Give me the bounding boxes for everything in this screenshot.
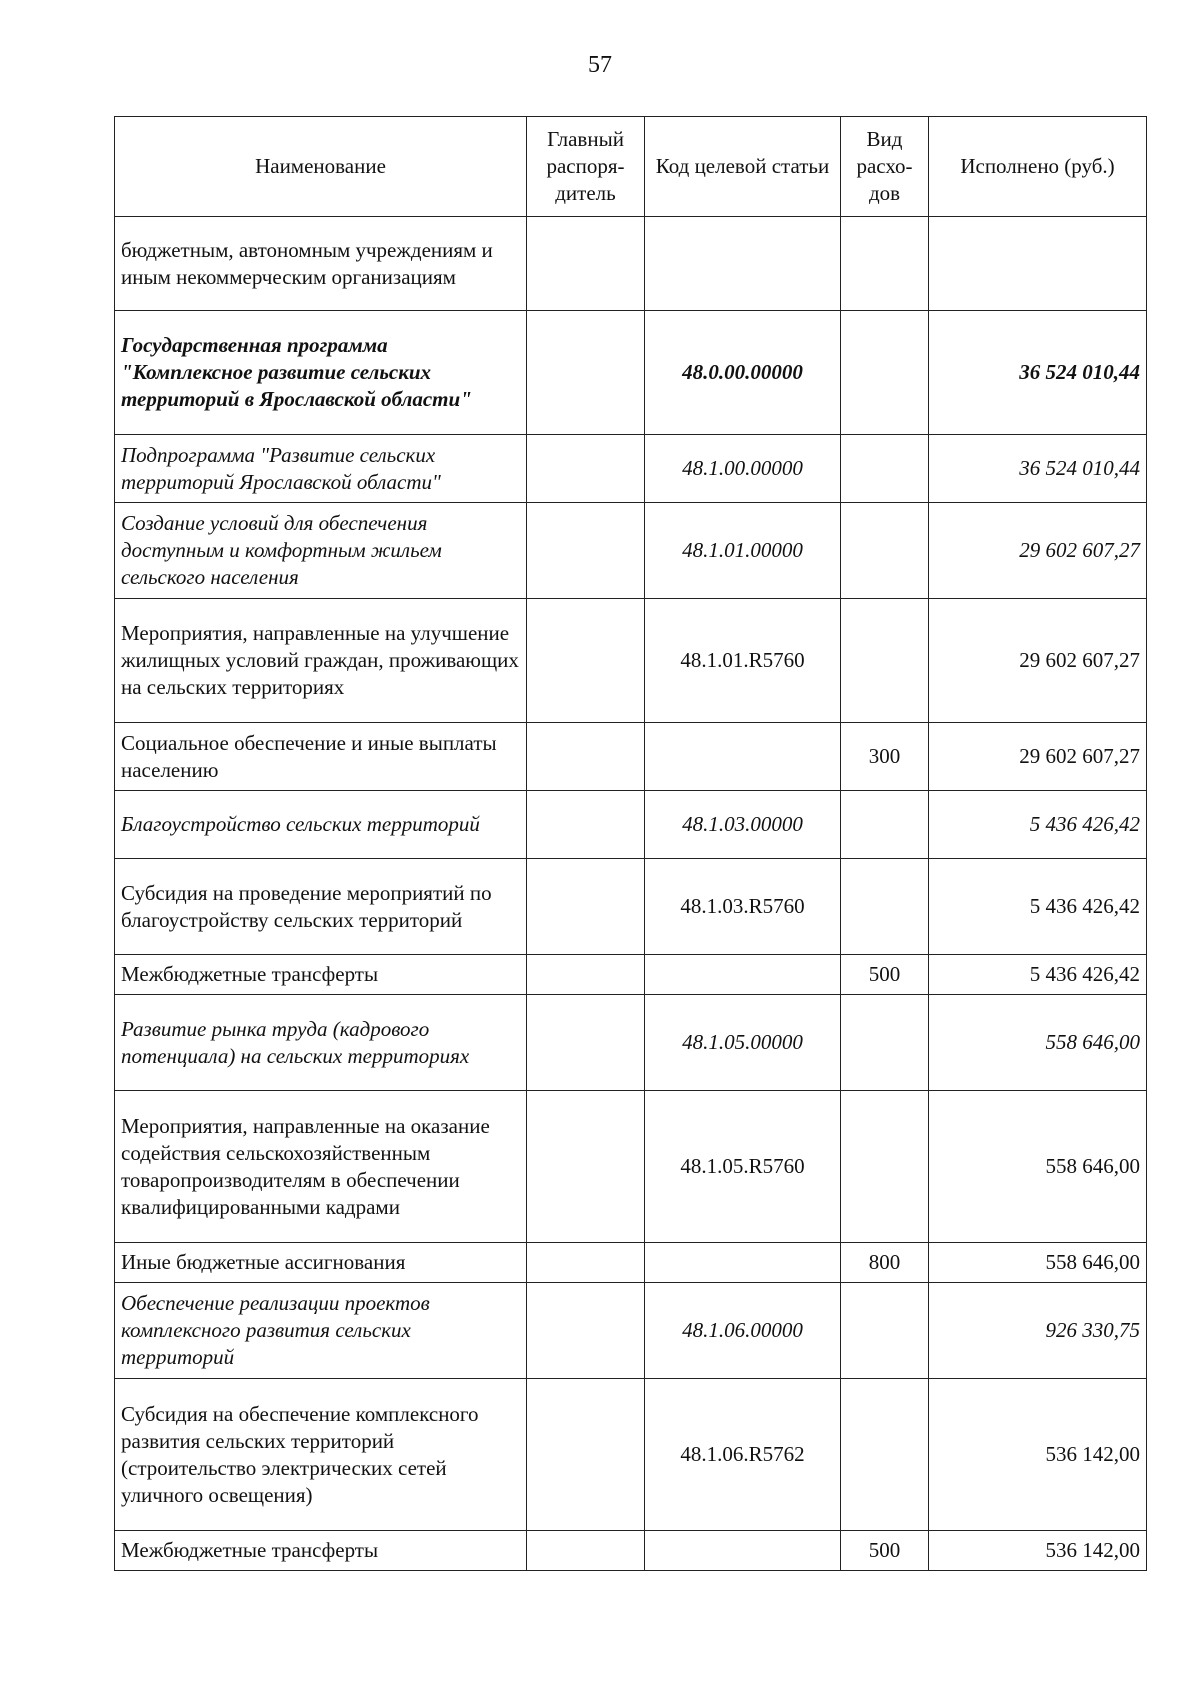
cell-code	[645, 1531, 841, 1571]
cell-admin	[527, 1283, 645, 1379]
cell-type: 800	[841, 1243, 929, 1283]
cell-admin	[527, 503, 645, 599]
page-number: 57	[588, 52, 612, 78]
cell-admin	[527, 955, 645, 995]
cell-name: Мероприятия, направленные на улучшение жилищных условий граждан, проживающих на сельских территориях	[115, 599, 527, 723]
cell-code: 48.1.01.00000	[645, 503, 841, 599]
cell-type	[841, 311, 929, 435]
cell-code: 48.1.03.R5760	[645, 859, 841, 955]
cell-type	[841, 995, 929, 1091]
cell-type	[841, 217, 929, 311]
cell-code: 48.1.00.00000	[645, 435, 841, 503]
cell-code: 48.0.00.00000	[645, 311, 841, 435]
cell-admin	[527, 599, 645, 723]
cell-admin	[527, 217, 645, 311]
cell-type: 300	[841, 723, 929, 791]
cell-amount: 29 602 607,27	[929, 503, 1147, 599]
cell-name: Иные бюджетные ассигнования	[115, 1243, 527, 1283]
cell-type	[841, 791, 929, 859]
table-row	[115, 1531, 1147, 1571]
cell-amount: 29 602 607,27	[929, 723, 1147, 791]
cell-code: 48.1.05.R5760	[645, 1091, 841, 1243]
cell-code: 48.1.06.00000	[645, 1283, 841, 1379]
header-admin: Главный распоря-дитель	[527, 117, 645, 217]
table-header-row	[115, 117, 1147, 217]
cell-name: Развитие рынка труда (кадрового потенциала) на сельских территориях	[115, 995, 527, 1091]
budget-table	[114, 116, 1147, 1571]
cell-admin	[527, 1091, 645, 1243]
cell-admin	[527, 1243, 645, 1283]
cell-amount: 5 436 426,42	[929, 859, 1147, 955]
cell-type: 500	[841, 1531, 929, 1571]
cell-amount	[929, 217, 1147, 311]
table-row	[115, 723, 1147, 791]
header-amount: Исполнено (руб.)	[929, 117, 1147, 217]
cell-type	[841, 1379, 929, 1531]
cell-type	[841, 1091, 929, 1243]
cell-name: бюджетным, автономным учреждениям и иным некоммерческим организациям	[115, 217, 527, 311]
cell-code	[645, 955, 841, 995]
header-name: Наименование	[115, 117, 527, 217]
cell-code: 48.1.03.00000	[645, 791, 841, 859]
cell-type	[841, 1283, 929, 1379]
table-row	[115, 503, 1147, 599]
cell-admin	[527, 435, 645, 503]
table-row	[115, 311, 1147, 435]
cell-code: 48.1.05.00000	[645, 995, 841, 1091]
header-type: Вид расхо-дов	[841, 117, 929, 217]
table-row	[115, 859, 1147, 955]
cell-admin	[527, 723, 645, 791]
cell-name: Субсидия на проведение мероприятий по благоустройству сельских территорий	[115, 859, 527, 955]
cell-amount: 536 142,00	[929, 1531, 1147, 1571]
cell-amount: 558 646,00	[929, 1243, 1147, 1283]
table-row	[115, 435, 1147, 503]
cell-name: Межбюджетные трансферты	[115, 1531, 527, 1571]
cell-amount: 5 436 426,42	[929, 955, 1147, 995]
cell-amount: 29 602 607,27	[929, 599, 1147, 723]
cell-code	[645, 723, 841, 791]
cell-code: 48.1.06.R5762	[645, 1379, 841, 1531]
cell-admin	[527, 995, 645, 1091]
table-row	[115, 599, 1147, 723]
cell-type	[841, 503, 929, 599]
cell-name: Обеспечение реализации проектов комплексного развития сельских территорий	[115, 1283, 527, 1379]
cell-name: Подпрограмма "Развитие сельских территорий Ярославской области"	[115, 435, 527, 503]
cell-amount: 536 142,00	[929, 1379, 1147, 1531]
table-row	[115, 217, 1147, 311]
cell-amount: 5 436 426,42	[929, 791, 1147, 859]
cell-admin	[527, 859, 645, 955]
cell-type	[841, 435, 929, 503]
table-row	[115, 955, 1147, 995]
table-row	[115, 1379, 1147, 1531]
table-row	[115, 1091, 1147, 1243]
cell-name: Благоустройство сельских территорий	[115, 791, 527, 859]
cell-code: 48.1.01.R5760	[645, 599, 841, 723]
cell-admin	[527, 1379, 645, 1531]
table-row	[115, 995, 1147, 1091]
cell-name: Создание условий для обеспечения доступным и комфортным жильем сельского населения	[115, 503, 527, 599]
cell-amount: 926 330,75	[929, 1283, 1147, 1379]
cell-name: Субсидия на обеспечение комплексного развития сельских территорий (строительство электрических сетей уличного освещения)	[115, 1379, 527, 1531]
cell-type	[841, 599, 929, 723]
cell-admin	[527, 311, 645, 435]
cell-admin	[527, 1531, 645, 1571]
cell-type: 500	[841, 955, 929, 995]
cell-code	[645, 217, 841, 311]
cell-code	[645, 1243, 841, 1283]
table-row	[115, 791, 1147, 859]
cell-amount: 36 524 010,44	[929, 311, 1147, 435]
cell-admin	[527, 791, 645, 859]
cell-amount: 558 646,00	[929, 1091, 1147, 1243]
cell-name: Социальное обеспечение и иные выплаты населению	[115, 723, 527, 791]
cell-name: Межбюджетные трансферты	[115, 955, 527, 995]
header-code: Код целевой статьи	[645, 117, 841, 217]
cell-type	[841, 859, 929, 955]
cell-name: Государственная программа "Комплексное развитие сельских территорий в Ярославской области"	[115, 311, 527, 435]
table-body	[115, 217, 1147, 1571]
table-row	[115, 1243, 1147, 1283]
cell-name: Мероприятия, направленные на оказание содействия сельскохозяйственным товаропроизводителям в обеспечении квалифицированными кадрами	[115, 1091, 527, 1243]
table-row	[115, 1283, 1147, 1379]
cell-amount: 558 646,00	[929, 995, 1147, 1091]
cell-amount: 36 524 010,44	[929, 435, 1147, 503]
